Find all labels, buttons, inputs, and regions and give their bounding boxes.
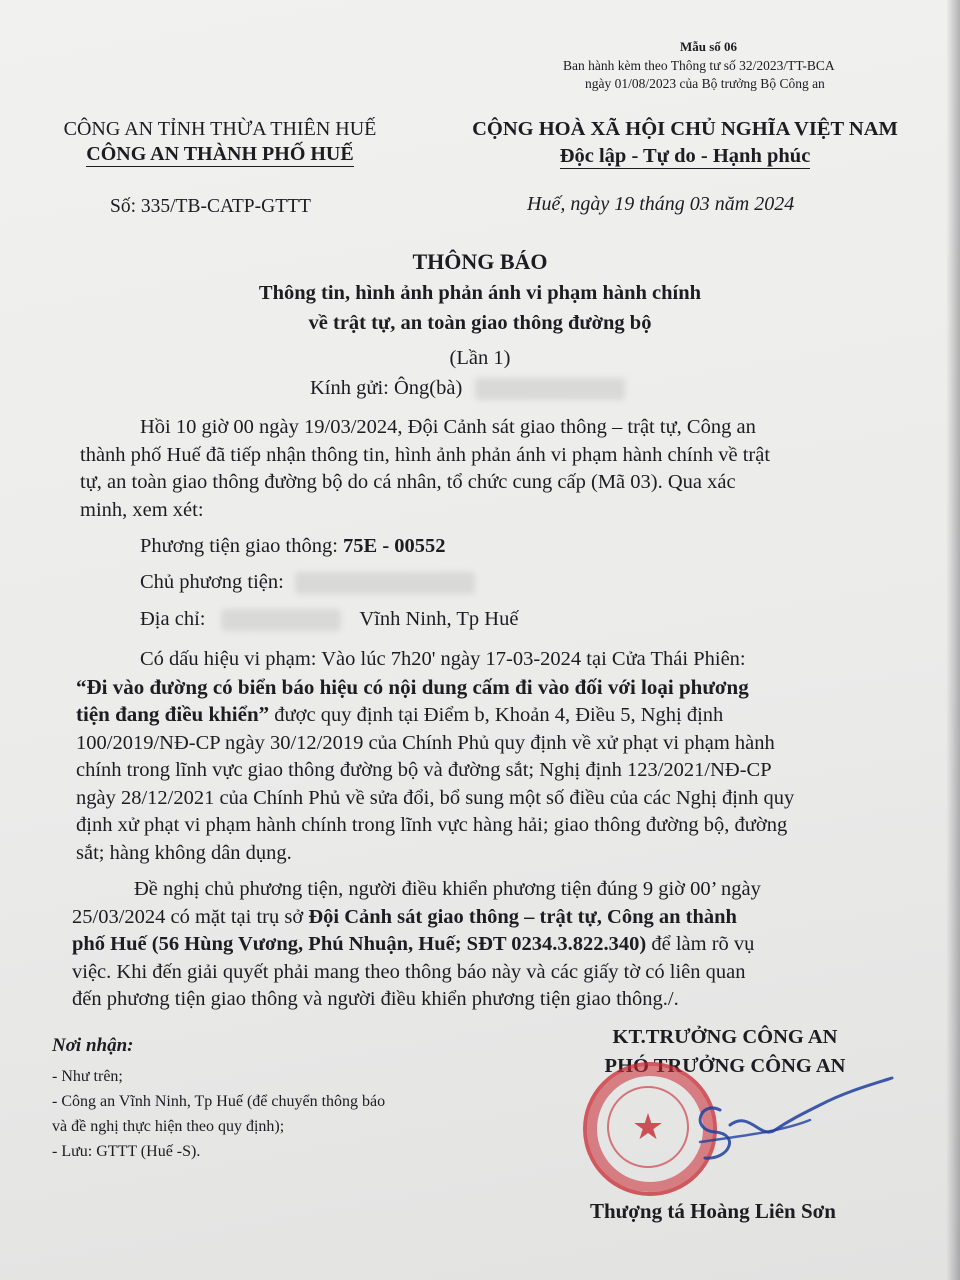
vehicle-plate-row	[140, 535, 446, 558]
owner-name-redacted	[295, 572, 475, 594]
form-issued-with: Ban hành kèm theo Thông tư số 32/2023/TT-BCA	[563, 58, 835, 73]
intro-line: Hồi 10 giờ 00 ngày 19/03/2024, Đội Cảnh sát giao thông – trật tự, Công an	[140, 416, 756, 438]
signature-title-2: PHÓ TRƯỞNG CÔNG AN	[604, 1055, 846, 1077]
recipients-list	[52, 1064, 385, 1164]
agency-name: CÔNG AN THÀNH PHỐ HUẾ	[86, 143, 354, 165]
notice-title: THÔNG BÁO	[412, 249, 548, 274]
form-number: Mẫu số 06	[680, 39, 738, 54]
violation-line: ngày 28/12/2021 của Chính Phủ về sửa đổi, bổ sung một số điều của các Nghị định quy	[76, 786, 795, 809]
place-date: Huế, ngày 19 tháng 03 năm 2024	[527, 193, 795, 215]
plate-value: 75E - 00552	[343, 535, 446, 557]
signatory-name: Thượng tá Hoàng Liên Sơn	[590, 1199, 836, 1223]
document-number: Số: 335/TB-CATP-GTTT	[110, 196, 311, 217]
violation-line: 100/2019/NĐ-CP ngày 30/12/2019 của Chính Phủ quy định về xử phạt vi phạm hành	[76, 731, 775, 754]
request-line: để làm rõ vụ	[646, 933, 755, 955]
notice-subtitle-1: Thông tin, hình ảnh phản ánh vi phạm hành chính	[258, 282, 702, 304]
recipient-item: - Công an Vĩnh Ninh, Tp Huế (để chuyển thông báo	[52, 1093, 386, 1110]
violation-line: chính trong lĩnh vực giao thông đường bộ và đường sắt; Nghị định 123/2021/NĐ-CP	[76, 759, 772, 781]
recipient-item: - Như trên;	[52, 1068, 123, 1085]
violation-line: được quy định tại Điểm b, Khoản 4, Điều 5, Nghị định	[269, 704, 724, 726]
signature-title-1: KT.TRƯỞNG CÔNG AN	[612, 1026, 838, 1048]
form-issued-date: ngày 01/08/2023 của Bộ trưởng Bộ Công an	[585, 76, 825, 91]
request-line: đến phương tiện giao thông và người điều khiển phương tiện giao thông./.	[72, 988, 679, 1010]
owner-label: Chủ phương tiện:	[140, 571, 284, 593]
violation-line: sắt; hàng không dân dụng.	[76, 841, 292, 864]
recipient-name-redacted	[475, 378, 625, 400]
violation-bold-line: tiện đang điều khiển”	[76, 702, 270, 726]
national-title: CỘNG HOÀ XÃ HỘI CHỦ NGHĨA VIỆT NAM	[472, 118, 898, 140]
page-edge-shadow	[946, 0, 960, 1280]
intro-line: minh, xem xét:	[80, 498, 204, 521]
notice-subtitle-2: về trật tự, an toàn giao thông đường bộ	[308, 312, 652, 334]
request-bold: phố Huế (56 Hùng Vương, Phú Nhuận, Huế; SĐT 0234.3.822.340)	[72, 933, 647, 955]
plate-label: Phương tiện giao thông:	[140, 535, 338, 557]
request-paragraph	[72, 876, 761, 1014]
address-value: Vĩnh Ninh, Tp Huế	[359, 608, 519, 630]
address-redacted	[221, 609, 341, 631]
recipient-item: và đề nghị thực hiện theo quy định);	[52, 1118, 285, 1135]
notice-attempt: (Lần 1)	[449, 347, 511, 369]
handwritten-signature-icon	[660, 1070, 900, 1180]
request-bold: Đội Cảnh sát giao thông – trật tự, Công an thành	[308, 905, 737, 928]
agency-parent: CÔNG AN TỈNH THỪA THIÊN HUẾ	[63, 118, 377, 140]
request-line: Đề nghị chủ phương tiện, người điều khiển phương tiện đúng 9 giờ 00’ ngày	[134, 878, 761, 900]
address-label: Địa chỉ:	[140, 608, 206, 630]
intro-line: thành phố Huế đã tiếp nhận thông tin, hình ảnh phản ánh vi phạm hành chính về trật	[80, 443, 771, 466]
recipient-item: - Lưu: GTTT (Huế -S).	[52, 1143, 201, 1160]
official-seal-icon: ★	[583, 1062, 717, 1196]
recipients-heading: Nơi nhận:	[52, 1035, 134, 1056]
intro-line: tự, an toàn giao thông đường bộ do cá nhân, tổ chức cung cấp (Mã 03). Qua xác	[80, 471, 736, 493]
recipient-label: Kính gửi: Ông(bà)	[310, 377, 463, 399]
national-motto: Độc lập - Tự do - Hạnh phúc	[559, 145, 811, 167]
vehicle-address-row	[140, 608, 518, 631]
recipient-line	[310, 377, 625, 400]
vehicle-owner-row	[140, 571, 475, 594]
violation-bold-line: “Đi vào đường có biển báo hiệu có nội dung cấm đi vào đối với loại phương	[76, 674, 749, 699]
request-line: 25/03/2024 có mặt tại trụ sở	[72, 905, 309, 928]
violation-line: Có dấu hiệu vi phạm: Vào lúc 7h20' ngày 17-03-2024 tại Cửa Thái Phiên:	[140, 648, 746, 670]
request-line: việc. Khi đến giải quyết phải mang theo thông báo này và các giấy tờ có liên quan	[72, 960, 746, 983]
violation-line: định xử phạt vi phạm hành chính trong lĩnh vực hàng hải; giao thông đường bộ, đường	[76, 814, 788, 836]
violation-paragraph	[76, 646, 794, 867]
intro-paragraph	[80, 414, 770, 524]
